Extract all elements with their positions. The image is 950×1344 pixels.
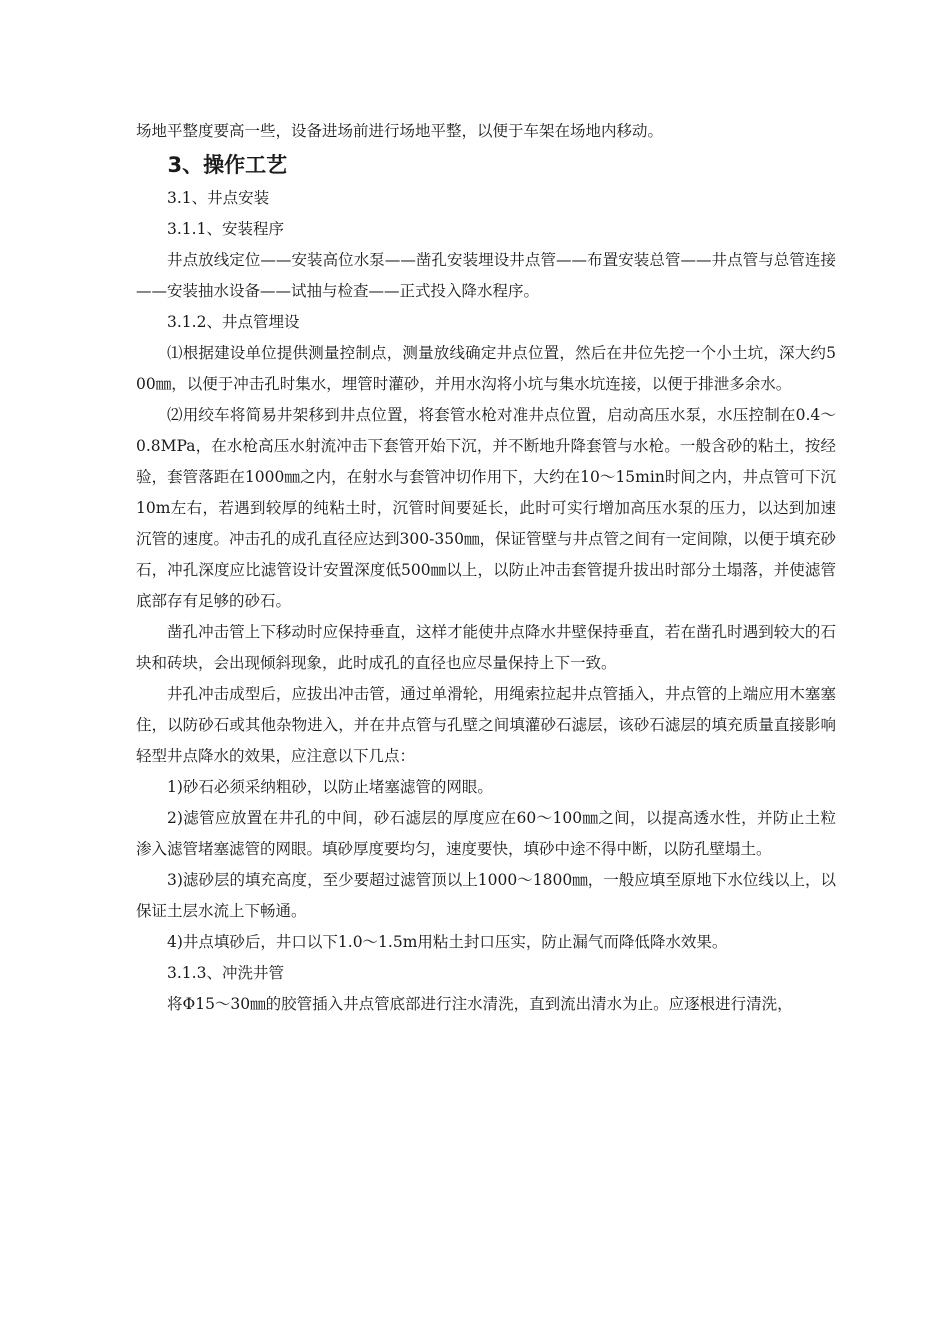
subheading-3-1-1: 3.1.1、安装程序: [167, 220, 284, 238]
paragraph-procedure: 井点放线定位——安装高位水泵——凿孔安装埋设井点管——布置安装总管——井点管与总管连接——安装抽水设备——试抽与检查——正式投入降水程序。: [136, 251, 836, 300]
list-item-3: 3)滤砂层的填充高度，至少要超过滤管顶以上1000～1800㎜，一般应填至原地下水位线以上，以保证土层水流上下畅通。: [136, 871, 836, 920]
paragraph-drilling: 凿孔冲击管上下移动时应保持垂直，这样才能使井点降水井壁保持垂直，若在凿孔时遇到较大的石块和砖块，会出现倾斜现象，此时成孔的直径也应尽量保持上下一致。: [136, 623, 836, 672]
list-item-2: 2)滤管应放置在井孔的中间，砂石滤层的厚度应在60～100㎜之间，以提高透水性，并防止土粒渗入滤管堵塞滤管的网眼。填砂厚度要均匀，速度要快，填砂中途不得中断，以防孔壁塌土。: [136, 809, 836, 858]
list-item-1: 1)砂石必须采纳粗砂，以防止堵塞滤管的网眼。: [167, 778, 493, 796]
subheading-3-1: 3.1、井点安装: [167, 189, 270, 207]
paragraph-filter-layer: 井孔冲击成型后，应拔出冲击管，通过单滑轮，用绳索拉起井点管插入，井点管的上端应用木塞塞住，以防砂石或其他杂物进入，并在井点管与孔壁之间填灌砂石滤层，该砂石滤层的填充质量直接影响轻型井点降水的效果，应注意以下几点：: [136, 685, 836, 765]
list-item-4: 4)井点填砂后，井口以下1.0～1.5m用粘土封口压实，防止漏气而降低降水效果。: [167, 933, 728, 951]
intro-continuation: 场地平整度要高一些，设备进场前进行场地平整，以便于车架在场地内移动。: [136, 122, 664, 140]
subheading-3-1-2: 3.1.2、井点管埋设: [167, 313, 300, 331]
document-body: [136, 116, 836, 1020]
subheading-3-1-3: 3.1.3、冲洗井管: [167, 964, 284, 982]
section-heading-3: 3、操作工艺: [167, 153, 288, 177]
paragraph-item-1: ⑴根据建设单位提供测量控制点，测量放线确定井点位置，然后在井位先挖一个小土坑，深大约500㎜，以便于冲击孔时集水，埋管时灌砂，并用水沟将小坑与集水坑连接，以便于排泄多余水。: [136, 344, 836, 393]
paragraph-item-2: ⑵用绞车将简易井架移到井点位置，将套管水枪对准井点位置，启动高压水泵，水压控制在0.4～0.8MPa，在水枪高压水射流冲击下套管开始下沉，并不断地升降套管与水枪。一般含砂的粘土，按经验，套管落距在1000㎜之内，在射水与套管冲切作用下，大约在10～15min时间之内，井点管可下沉10m左右，若遇到较厚的纯粘土时，沉管时间要延长，此时可实行增加高压水泵的压力，以达到加速沉管的速度。冲击孔的成孔直径应达到300-350㎜，保证管壁与井点管之间有一定间隙，以便于填充砂石，冲孔深度应比滤管设计安置深度低500㎜以上，以防止冲击套管提升拔出时部分土塌落，并使滤管底部存有足够的砂石。: [136, 406, 836, 610]
paragraph-flushing: 将Φ15～30㎜的胶管插入井点管底部进行注水清洗，直到流出清水为止。应逐根进行清洗，: [167, 995, 793, 1013]
